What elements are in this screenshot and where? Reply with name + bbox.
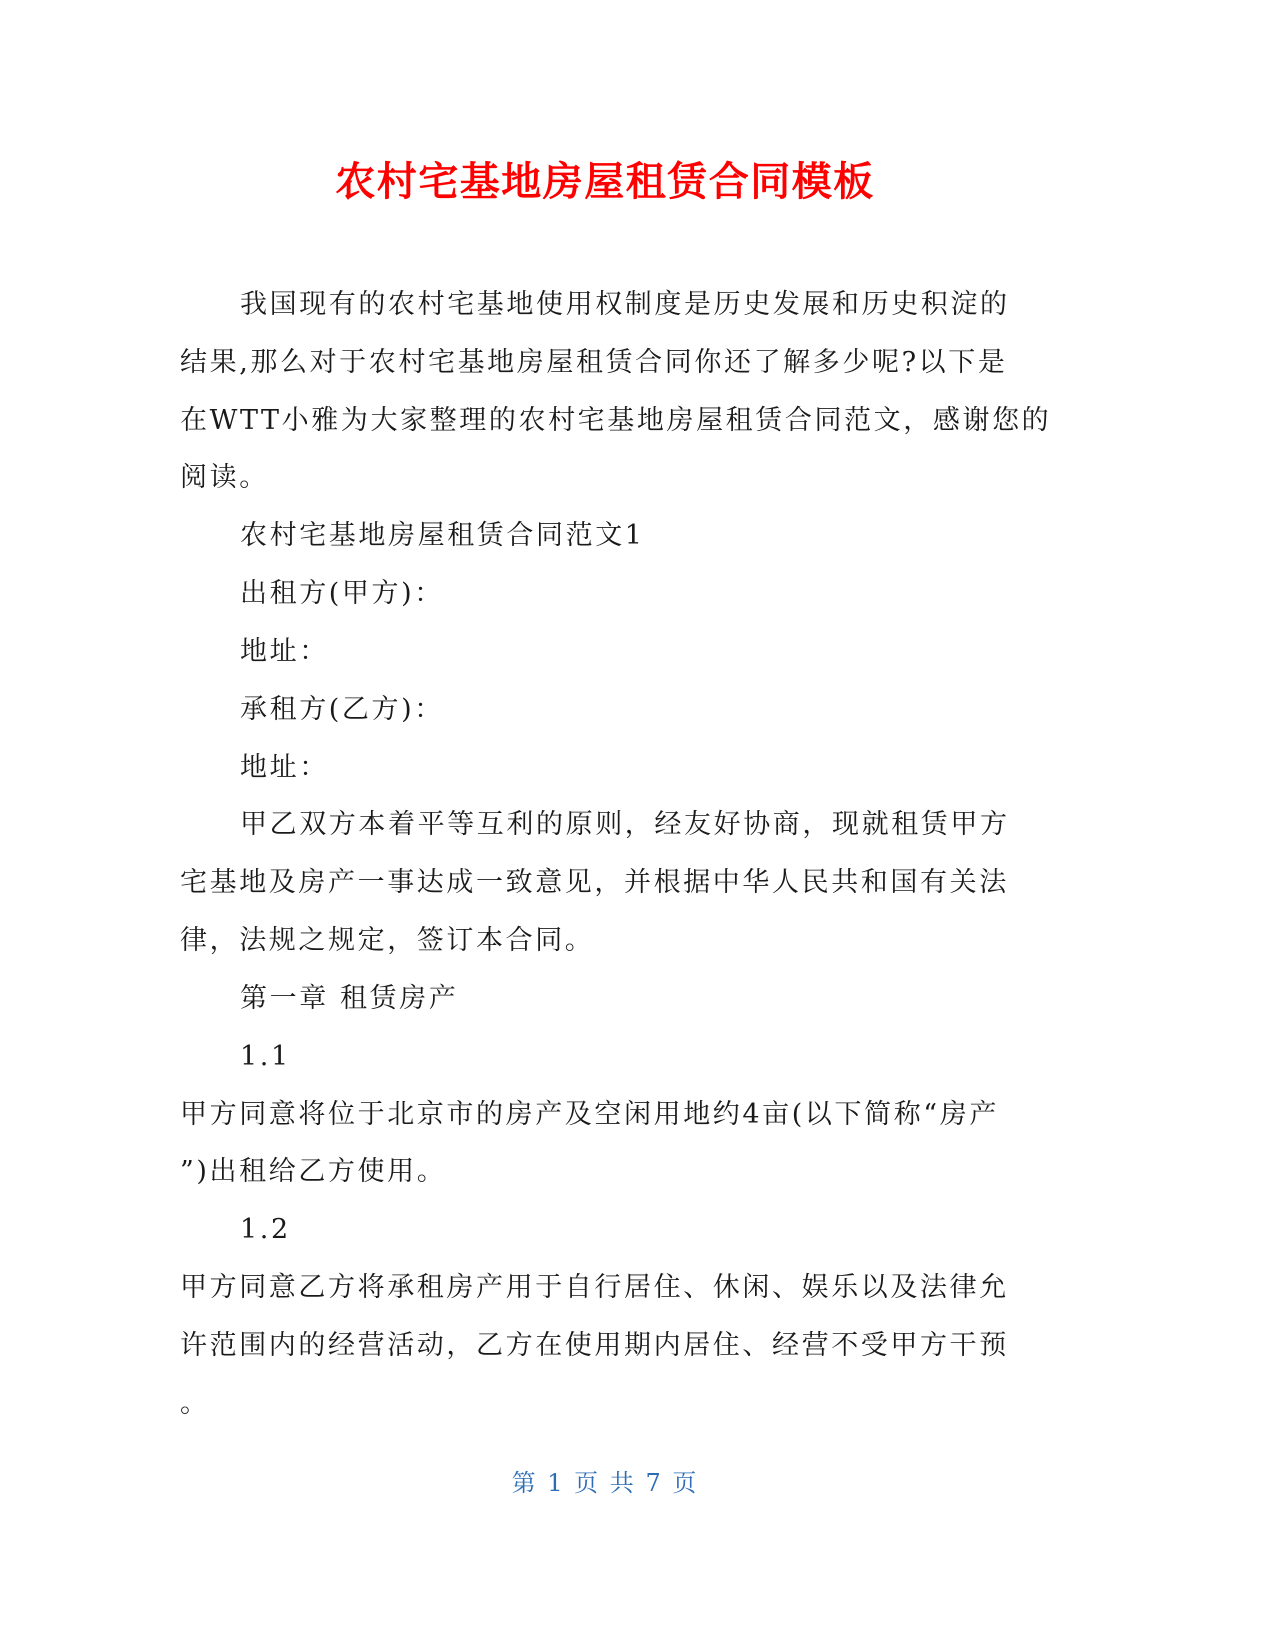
clause-number-1-1: 1.1: [240, 1040, 291, 1072]
chapter-heading: 第一章 租赁房产: [240, 982, 459, 1014]
lessee-address-label: 地址：: [240, 751, 329, 783]
lessor-label: 出租方(甲方)：: [240, 578, 444, 610]
intro-line-4: 阅读。: [180, 462, 269, 494]
clause-1-1-line-2: ”)出租给乙方使用。: [180, 1156, 447, 1188]
document-body: [180, 276, 1080, 1433]
intro-line-1: 我国现有的农村宅基地使用权制度是历史发展和历史积淀的: [240, 289, 1010, 320]
clause-1-2-line-1: 甲方同意乙方将承租房产用于自行居住、休闲、娱乐以及法律允: [180, 1272, 1009, 1304]
intro-line-2: 结果,那么对于农村宅基地房屋租赁合同你还了解多少呢?以下是: [180, 346, 1008, 378]
lessor-address-label: 地址：: [240, 635, 329, 667]
lessee-label: 承租方(乙方)：: [240, 693, 444, 725]
clause-1-2-line-3: 。: [180, 1387, 210, 1419]
intro-line-3: 在WTT小雅为大家整理的农村宅基地房屋租赁合同范文，感谢您的: [180, 404, 1052, 436]
preamble-line-2: 宅基地及房产一事达成一致意见，并根据中华人民共和国有关法: [180, 867, 1009, 899]
document-title: 农村宅基地房屋租赁合同模板: [335, 159, 875, 205]
clause-1-2-line-2: 许范围内的经营活动，乙方在使用期内居住、经营不受甲方干预: [180, 1329, 1009, 1361]
page-number-footer: 第 1 页 共 7 页: [511, 1469, 699, 1497]
clause-number-1-2: 1.2: [240, 1214, 291, 1246]
preamble-line-3: 律，法规之规定，签订本合同。: [180, 925, 595, 957]
preamble-line-1: 甲乙双方本着平等互利的原则，经友好协商，现就租赁甲方: [240, 809, 1010, 841]
contract-heading: 农村宅基地房屋租赁合同范文1: [240, 520, 645, 552]
clause-1-1-line-1: 甲方同意将位于北京市的房产及空闲用地约4亩(以下简称“房产: [180, 1098, 999, 1130]
